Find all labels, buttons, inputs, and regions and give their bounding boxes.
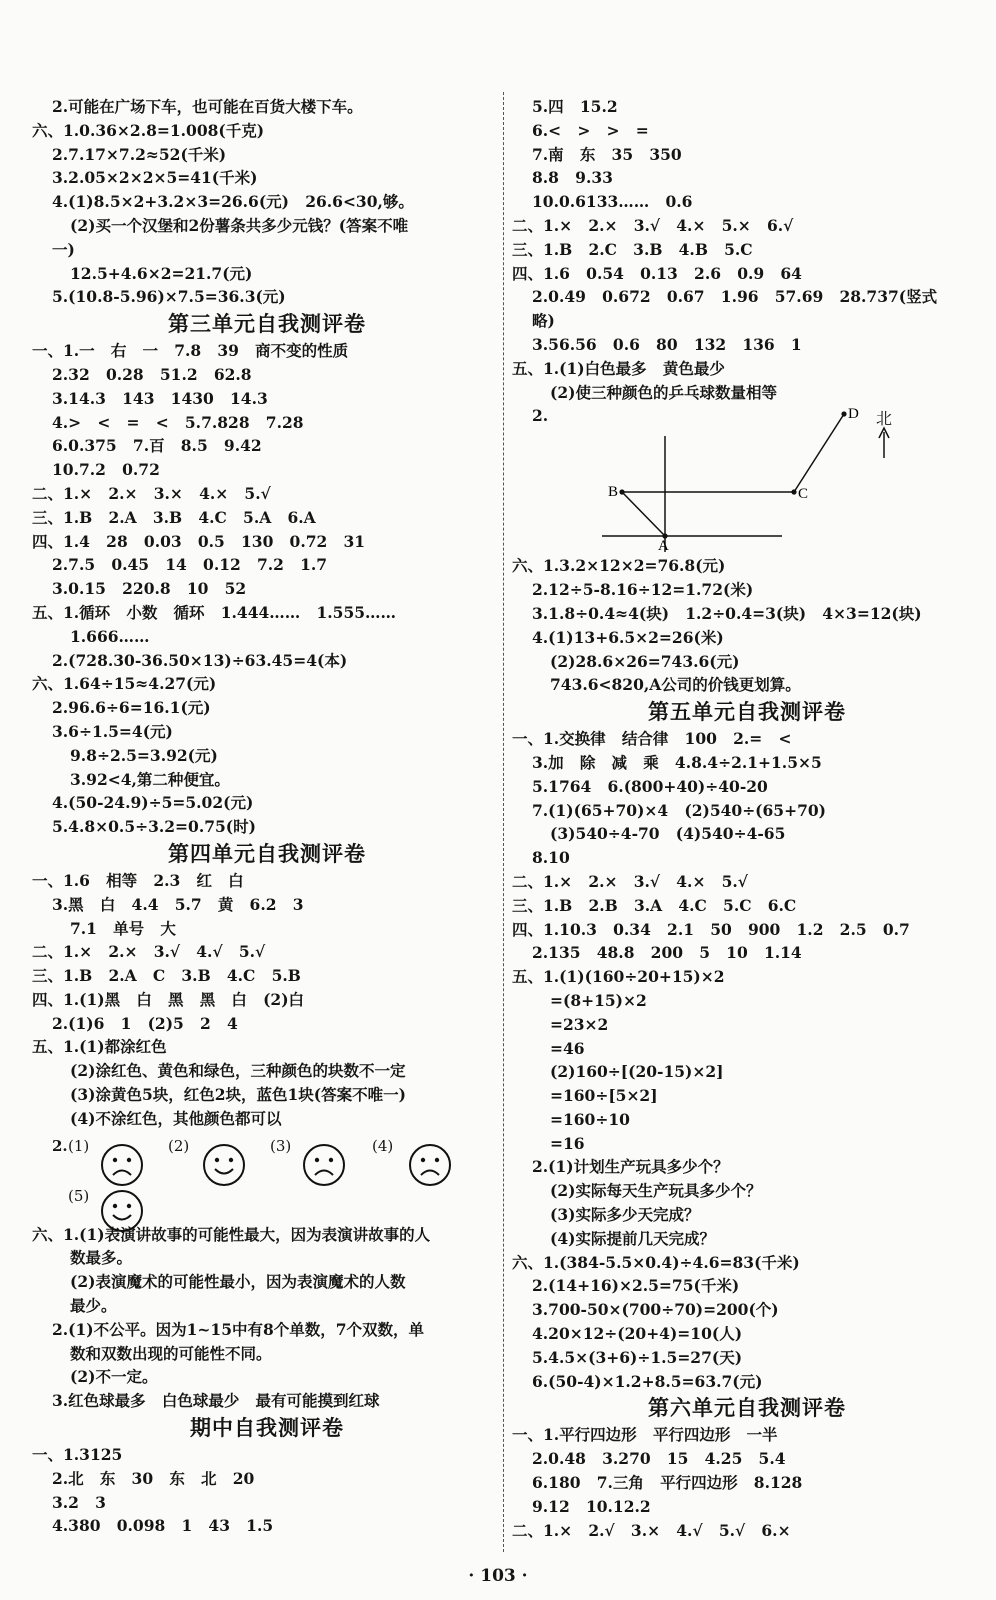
section-heading: 第六单元自我测评卷	[648, 1395, 846, 1421]
answer-line: =(8+15)×2	[550, 990, 647, 1010]
face-label: (3)	[270, 1136, 292, 1155]
answer-line: 六、1.(384-5.5×0.4)÷4.6=83(千米)	[512, 1252, 800, 1272]
section-heading: 第三单元自我测评卷	[168, 311, 366, 337]
answer-line: =46	[550, 1038, 585, 1058]
answer-line: 2.7.5 0.45 14 0.12 7.2 1.7	[52, 555, 328, 575]
point-label-c: C	[798, 486, 809, 503]
answer-line: 一、1.一 右 一 7.8 39 商不变的性质	[32, 341, 349, 361]
answer-line: (3)540÷4-70 (4)540÷4-65	[550, 824, 786, 844]
answer-line: 7.南 东 35 350	[532, 144, 682, 164]
answer-line: 数最多。	[70, 1248, 133, 1268]
answer-line: 三、1.B 2.B 3.A 4.C 5.C 6.C	[512, 895, 797, 915]
answer-line: 一、1.交换律 结合律 100 2.= <	[512, 729, 792, 749]
answer-line: 3.黑 白 4.4 5.7 黄 6.2 3	[52, 894, 304, 914]
answer-line: (2)买一个汉堡和2份薯条共多少元钱？(答案不唯	[70, 215, 409, 235]
answer-line: 3.2.05×2×2×5=41(千米)	[52, 168, 258, 188]
answer-line: 3.1.8÷0.4≈4(块) 1.2÷0.4=3(块) 4×3=12(块)	[532, 603, 922, 623]
answer-line: =16	[550, 1133, 585, 1153]
answer-line: 2.0.48 3.270 15 4.25 5.4	[532, 1449, 786, 1469]
answer-line: 3.92<4,第二种便宜。	[70, 769, 230, 789]
answer-line: 4.20×12÷(20+4)=10(人)	[532, 1324, 743, 1344]
answer-line: 最少。	[70, 1296, 117, 1316]
answer-line: 一)	[52, 239, 75, 259]
answer-line: 743.6<820,A公司的价钱更划算。	[550, 675, 801, 695]
answer-line: (2)28.6×26=743.6(元)	[550, 651, 740, 671]
answer-line: 五、1.(1)白色最多 黄色最少	[512, 358, 725, 378]
answer-line: 2.0.49 0.672 0.67 1.96 57.69 28.737(竖式	[532, 287, 938, 307]
answer-line: 数和双数出现的可能性不同。	[70, 1343, 272, 1363]
answer-line: 五、1.循环 小数 循环 1.444…… 1.555……	[32, 602, 397, 622]
answer-line: 4.(1)8.5×2+3.2×3=26.6(元) 26.6<30,够。	[52, 192, 414, 212]
answer-line: 3.加 除 减 乘 4.8.4÷2.1+1.5×5	[532, 752, 822, 772]
answer-line: 4.(1)13+6.5×2=26(米)	[532, 627, 724, 647]
answer-line: 10.7.2 0.72	[52, 460, 160, 480]
answer-line: 2.(14+16)×2.5=75(千米)	[532, 1276, 740, 1296]
answer-line: 4.> < = < 5.7.828 7.28	[52, 412, 304, 432]
answer-line: 一、1.平行四边形 平行四边形 一半	[512, 1425, 778, 1445]
faces-question-label: 2.	[52, 1136, 68, 1155]
answer-line: (2)表演魔术的可能性最小，因为表演魔术的人数	[70, 1272, 406, 1292]
geometry-question-label: 2.	[532, 406, 549, 426]
answer-line: 三、1.B 2.C 3.B 4.B 5.C	[512, 239, 753, 259]
answer-line: 1.666……	[70, 626, 150, 646]
answer-line: 五、1.(1)(160÷20+15)×2	[512, 967, 725, 987]
answer-line: (4)实际提前几天完成？	[550, 1228, 715, 1248]
answer-line: 5.4.5×(3+6)÷1.5=27(天)	[532, 1347, 743, 1367]
page-number: · 103 ·	[468, 1566, 528, 1586]
answer-line: 7.1 单号 大	[70, 918, 176, 938]
column-divider	[503, 92, 504, 1552]
answer-line: =160÷10	[550, 1109, 630, 1129]
answer-line: 3.0.15 220.8 10 52	[52, 579, 247, 599]
answer-line: 6.180 7.三角 平行四边形 8.128	[532, 1473, 803, 1493]
answer-line: (2)使三种颜色的乒乓球数量相等	[550, 382, 777, 402]
geometry-figure	[512, 404, 982, 554]
answer-line: 2.可能在广场下车，也可能在百货大楼下车。	[52, 97, 363, 116]
answer-line: 2.北 东 30 东 北 20	[52, 1468, 255, 1488]
answer-line: 六、1.64÷15≈4.27(元)	[32, 674, 217, 694]
answer-line: 二、1.× 2.× 3.× 4.× 5.√	[32, 483, 271, 503]
section-heading: 第四单元自我测评卷	[168, 840, 366, 866]
answer-line: 四、1.4 28 0.03 0.5 130 0.72 31	[32, 531, 366, 551]
answer-line: 三、1.B 2.A 3.B 4.C 5.A 6.A	[32, 507, 316, 527]
answer-line: 3.14.3 143 1430 14.3	[52, 388, 268, 408]
answer-line: 5.4.8×0.5÷3.2=0.75(时)	[52, 817, 256, 837]
answer-line: (2)160÷[(20-15)×2]	[550, 1062, 724, 1082]
answer-line: (2)实际每天生产玩具多少个？	[550, 1181, 762, 1201]
answer-line: 3.6÷1.5=4(元)	[52, 721, 173, 741]
answer-line: (2)不一定。	[70, 1367, 158, 1387]
answer-line: 六、1.(1)表演讲故事的可能性最大，因为表演讲故事的人	[32, 1224, 431, 1244]
answer-line: 2.(728.30-36.50×13)÷63.45=4(本)	[52, 650, 348, 670]
answer-line: 二、1.× 2.√ 3.× 4.√ 5.√ 6.×	[512, 1520, 791, 1540]
answer-line: 2.32 0.28 51.2 62.8	[52, 364, 252, 384]
answer-line: 3.红色球最多 白色球最少 最有可能摸到红球	[52, 1391, 380, 1411]
sad-face-icon	[302, 1143, 346, 1187]
smiley-faces-answer	[32, 1131, 502, 1223]
answer-line: 四、1.6 0.54 0.13 2.6 0.9 64	[512, 263, 802, 283]
happy-face-icon	[100, 1189, 144, 1233]
north-label: 北	[876, 409, 893, 429]
answer-line: =23×2	[550, 1014, 609, 1034]
answer-line: 略)	[532, 311, 555, 331]
answer-line: 4.(50-24.9)÷5=5.02(元)	[52, 793, 254, 813]
answer-line: 六、1.3.2×12×2=76.8(元)	[512, 556, 726, 576]
answer-line: (2)涂红色、黄色和绿色，三种颜色的块数不一定	[70, 1061, 406, 1081]
answer-line: 一、1.6 相等 2.3 红 白	[32, 870, 244, 890]
answer-line: 二、1.× 2.× 3.√ 4.× 5.× 6.√	[512, 215, 794, 235]
answer-line: 2.(1)计划生产玩具多少个？	[532, 1157, 729, 1177]
answer-line: 3.700-50×(700÷70)=200(个)	[532, 1300, 779, 1320]
sad-face-icon	[100, 1143, 144, 1187]
face-label: (5)	[68, 1186, 90, 1205]
point-label-d: D	[848, 406, 859, 423]
answer-line: 6.< > > =	[532, 120, 649, 140]
answer-line: 2.7.17×7.2≈52(千米)	[52, 144, 227, 164]
answer-line: 2.12÷5-8.16÷12=1.72(米)	[532, 580, 754, 600]
answer-line: 2.(1)不公平。因为1~15中有8个单数，7个双数，单	[52, 1319, 425, 1339]
point-label-a: A	[658, 538, 669, 555]
answer-line: (3)实际多少天完成？	[550, 1205, 700, 1225]
answer-line: 10.0.6133…… 0.6	[532, 192, 693, 212]
answer-line: 6.0.375 7.百 8.5 9.42	[52, 436, 262, 456]
answer-line: 五、1.(1)都涂红色	[32, 1037, 167, 1057]
face-label: (4)	[372, 1136, 394, 1155]
right-column	[512, 95, 982, 1542]
answer-line: 二、1.× 2.× 3.√ 4.× 5.√	[512, 871, 748, 891]
answer-line: 7.(1)(65+70)×4 (2)540÷(65+70)	[532, 800, 826, 820]
answer-line: 三、1.B 2.A C 3.B 4.C 5.B	[32, 966, 301, 986]
answer-line: 8.10	[532, 848, 570, 868]
sad-face-icon	[408, 1143, 452, 1187]
answer-line: 12.5+4.6×2=21.7(元)	[70, 263, 253, 283]
answer-line: 四、1.10.3 0.34 2.1 50 900 1.2 2.5 0.7	[512, 919, 910, 939]
answer-line: =160÷[5×2]	[550, 1086, 658, 1106]
answer-line: 8.8 9.33	[532, 168, 613, 188]
point-label-b: B	[608, 484, 619, 501]
section-heading: 第五单元自我测评卷	[648, 699, 846, 725]
answer-line: (3)涂黄色5块，红色2块，蓝色1块(答案不唯一)	[70, 1085, 406, 1105]
answer-line: 6.(50-4)×1.2+8.5=63.7(元)	[532, 1371, 763, 1391]
answer-line: 5.1764 6.(800+40)÷40-20	[532, 776, 768, 796]
answer-line: 四、1.(1)黑 白 黑 黑 白 (2)白	[32, 989, 305, 1009]
answer-line: 2.96.6÷6=16.1(元)	[52, 698, 211, 718]
answer-line: 2.(1)6 1 (2)5 2 4	[52, 1013, 238, 1033]
answer-line: (4)不涂红色，其他颜色都可以	[70, 1108, 282, 1128]
answer-line: 5.(10.8-5.96)×7.5=36.3(元)	[52, 287, 286, 307]
geometry-lines	[512, 404, 982, 554]
answer-line: 4.380 0.098 1 43 1.5	[52, 1516, 274, 1536]
answer-line: 3.2 3	[52, 1492, 106, 1512]
answer-line: 二、1.× 2.× 3.√ 4.√ 5.√	[32, 942, 266, 962]
answer-line: 9.8÷2.5=3.92(元)	[70, 745, 218, 765]
face-label: (1)	[68, 1136, 90, 1155]
section-heading: 期中自我测评卷	[190, 1415, 344, 1441]
left-column	[32, 95, 502, 1538]
happy-face-icon	[202, 1143, 246, 1187]
answer-line: 9.12 10.12.2	[532, 1496, 651, 1516]
answer-line: 六、1.0.36×2.8=1.008(千克)	[32, 120, 265, 140]
answer-line: 3.56.56 0.6 80 132 136 1	[532, 334, 802, 354]
answer-line: 5.四 15.2	[532, 97, 618, 116]
answer-line: 一、1.3125	[32, 1445, 123, 1465]
face-label: (2)	[168, 1136, 190, 1155]
answer-line: 2.135 48.8 200 5 10 1.14	[532, 943, 802, 963]
